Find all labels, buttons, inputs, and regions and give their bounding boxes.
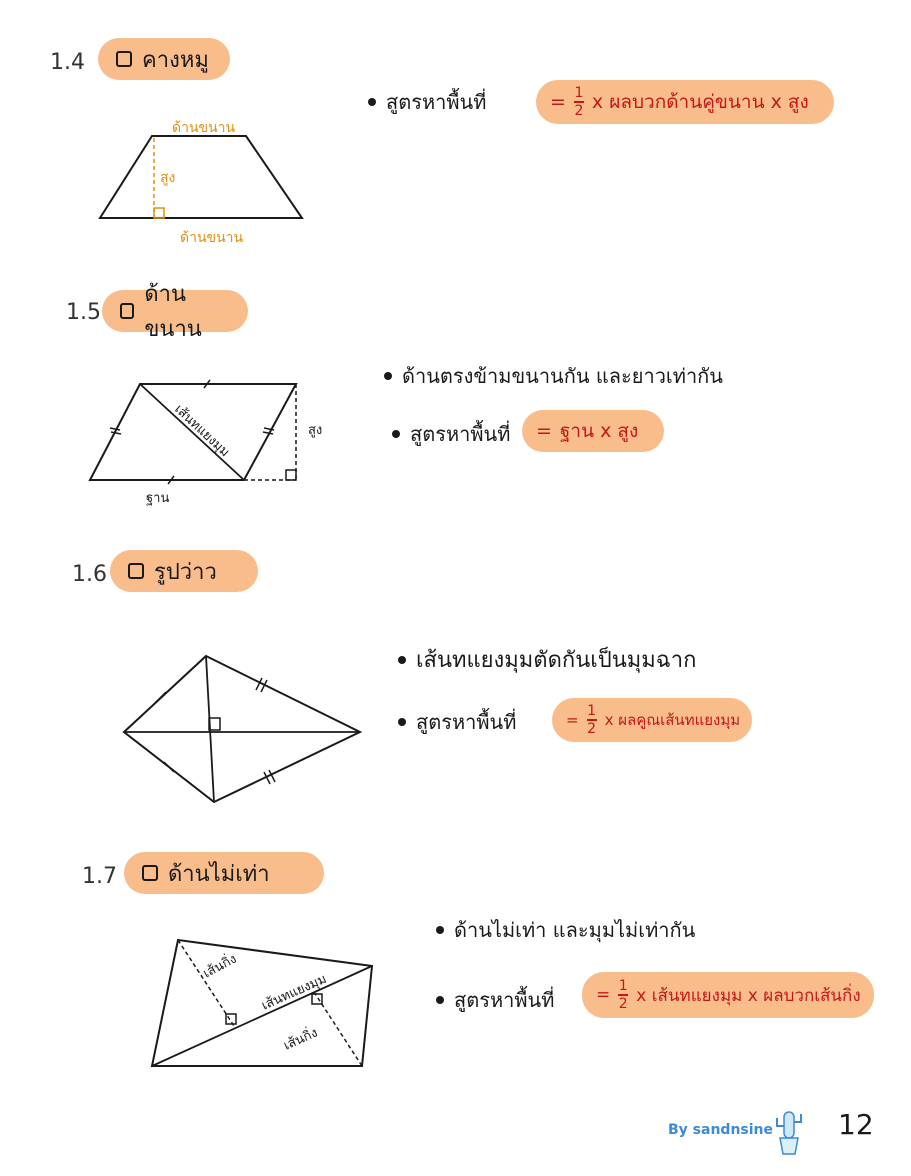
- bullet-text: เส้นทแยงมุมตัดกันเป็นมุมฉาก: [416, 648, 697, 673]
- formula-pill: [536, 80, 834, 124]
- bullet-area-formula: [392, 418, 510, 450]
- cactus-icon: [770, 1104, 808, 1156]
- bullet-area-formula: [398, 706, 516, 738]
- altitude-line-2: [314, 992, 362, 1066]
- section-title: ด้านขนาน: [144, 282, 202, 342]
- fraction-denominator: 2: [618, 996, 628, 1012]
- fraction-denominator: 2: [587, 721, 597, 737]
- parallelogram-diagram: [80, 370, 350, 515]
- formula-fraction: [574, 86, 584, 118]
- fraction-denominator: 2: [574, 103, 584, 119]
- formula-equals: =: [596, 985, 611, 1005]
- kite-diagram: [120, 650, 370, 810]
- formula-pill: [582, 972, 874, 1018]
- label-base: ฐาน: [146, 491, 170, 506]
- altitude-line-1: [178, 940, 234, 1026]
- formula-equals: =: [566, 711, 579, 729]
- kite-shape: [124, 656, 360, 802]
- tick-mark: [164, 762, 174, 772]
- label-bottom-side: ด้านขนาน: [180, 230, 244, 246]
- trapezoid-shape: [100, 136, 302, 218]
- bullet-text: ด้านไม่เท่า และมุมไม่เท่ากัน: [454, 918, 696, 942]
- bullet-property: [436, 914, 695, 946]
- tick-mark: [110, 428, 120, 430]
- section-title: คางหมู: [142, 47, 209, 73]
- formula-pill: [552, 698, 752, 742]
- fraction-numerator: 1: [587, 703, 597, 719]
- bullet-property: [384, 360, 723, 392]
- formula-body: x เส้นทแยงมุม x ผลบวกเส้นกิ่ง: [636, 985, 861, 1006]
- bullet-area-formula: [368, 86, 486, 118]
- section-title-quadrilateral: [124, 852, 324, 894]
- checkbox-icon: [120, 303, 134, 319]
- diagonal-line: [152, 966, 372, 1066]
- bullet-property: [398, 642, 696, 677]
- formula-body: ฐาน x สูง: [559, 420, 639, 442]
- quadrilateral-diagram: [146, 934, 382, 1074]
- section-title: ด้านไม่เท่า: [168, 861, 270, 887]
- right-angle-icon: [154, 208, 164, 218]
- bullet-dot-icon: [392, 430, 400, 438]
- checkbox-icon: [142, 865, 158, 881]
- bullet-dot-icon: [368, 98, 376, 106]
- right-angle-icon: [286, 470, 296, 480]
- bullet-text: สูตรหาพื้นที่: [454, 988, 555, 1012]
- fraction-numerator: 1: [618, 978, 628, 994]
- label-height: สูง: [308, 423, 323, 438]
- section-title: รูปว่าว: [154, 559, 217, 585]
- tick-mark: [156, 692, 166, 702]
- section-title-trapezoid: [98, 38, 230, 80]
- trapezoid-diagram: [90, 110, 320, 260]
- label-half-1: เส้นกิ่ง: [200, 951, 240, 982]
- bullet-dot-icon: [398, 718, 406, 726]
- bullet-dot-icon: [384, 372, 392, 380]
- formula-body: x ผลบวกด้านคู่ขนาน x สูง: [591, 91, 809, 113]
- label-diagonal: เส้นทแยงมุม: [171, 401, 233, 461]
- section-title-kite: [110, 550, 258, 592]
- tick-mark: [111, 432, 121, 434]
- footer-byline: By sandnsine: [668, 1122, 773, 1138]
- bullet-dot-icon: [398, 656, 406, 664]
- bullet-text: สูตรหาพื้นที่: [410, 422, 511, 446]
- label-half-2: เส้นกิ่ง: [281, 1025, 321, 1054]
- section-number: 1.6: [72, 562, 107, 587]
- section-title-parallelogram: [102, 282, 248, 342]
- formula-equals: =: [550, 91, 566, 113]
- bullet-text: ด้านตรงข้ามขนานกัน และยาวเท่ากัน: [402, 364, 723, 388]
- label-diagonal: เส้นทแยงมุม: [259, 971, 329, 1014]
- fraction-numerator: 1: [574, 85, 584, 101]
- formula-fraction: [587, 704, 597, 736]
- bullet-text: สูตรหาพื้นที่: [386, 90, 487, 114]
- section-number: 1.5: [66, 300, 101, 325]
- bullet-area-formula: [436, 984, 554, 1016]
- page-number: 12: [838, 1108, 874, 1141]
- section-number: 1.7: [82, 864, 117, 889]
- formula-fraction: [618, 979, 628, 1011]
- label-height: สูง: [160, 170, 176, 186]
- section-number: 1.4: [50, 50, 85, 75]
- tick-mark: [263, 432, 273, 434]
- formula-body: x ผลคูณเส้นทแยงมุม: [604, 711, 741, 729]
- checkbox-icon: [128, 563, 144, 579]
- label-top-side: ด้านขนาน: [172, 120, 236, 136]
- bullet-text: สูตรหาพื้นที่: [416, 710, 517, 734]
- checkbox-icon: [116, 51, 132, 67]
- formula-pill: [522, 410, 664, 452]
- bullet-dot-icon: [436, 996, 444, 1004]
- bullet-dot-icon: [436, 926, 444, 934]
- right-angle-icon: [312, 994, 322, 1004]
- formula-equals: =: [536, 420, 552, 442]
- diagonal-vertical: [206, 656, 214, 802]
